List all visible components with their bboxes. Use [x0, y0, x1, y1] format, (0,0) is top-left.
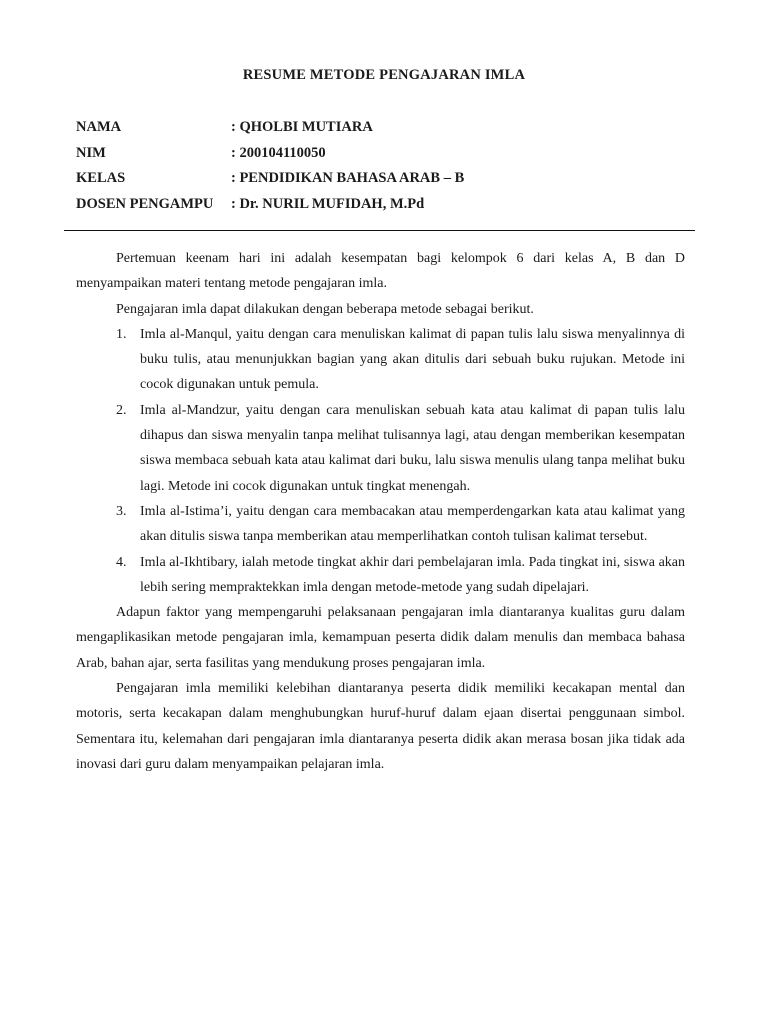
- meta-label: NAMA: [76, 119, 122, 135]
- list-text: Imla al-Istima’i, yaitu dengan cara membacakan atau memperdengarkan kata atau kalimat yang akan ditulis siswa tanpa memberikan atau memperlihatkan contoh tulisan kalimat tersebut.: [140, 503, 685, 545]
- identity-block: [76, 117, 696, 219]
- meta-row-kelas: [76, 168, 696, 194]
- list-number: 2.: [116, 402, 127, 418]
- header-divider: [64, 230, 695, 231]
- meta-row-nim: [76, 143, 696, 169]
- list-number: 4.: [116, 554, 127, 570]
- list-text: Imla al-Manqul, yaitu dengan cara menuliskan kalimat di papan tulis lalu siswa menyalinnya di buku tulis, atau menunjukkan bagian yang akan ditulis dari sebuah buku rujukan. Metode ini cocok digunakan untuk pemula.: [140, 326, 685, 393]
- meta-value: : QHOLBI MUTIARA: [231, 119, 373, 135]
- list-number: 3.: [116, 503, 127, 519]
- document-title: RESUME METODE PENGAJARAN IMLA: [242, 67, 526, 83]
- list-item: [76, 398, 685, 499]
- list-text: Imla al-Ikhtibary, ialah metode tingkat akhir dari pembelajaran imla. Pada tingkat ini, siswa akan lebih sering mempraktekkan imla dengan metode-metode yang sudah dipelajari.: [140, 554, 685, 595]
- meta-row-nama: [76, 117, 696, 143]
- paragraph-intro: Pertemuan keenam hari ini adalah kesempatan bagi kelompok 6 dari kelas A, B dan D menyampaikan materi tentang metode pengajaran imla.: [76, 251, 685, 292]
- list-text: Imla al-Mandzur, yaitu dengan cara menuliskan sebuah kata atau kalimat di papan tulis lalu dihapus dan siswa menyalin tanpa melihat tulisannya lagi, atau dengan memberikan kesempatan siswa membaca sebuah kata atau kalimat dari buku, lalu siswa menulis ulang tanpa melihat buku lagi. Metode ini cocok digunakan untuk tingkat menengah.: [140, 402, 685, 494]
- meta-value: : 200104110050: [231, 144, 326, 161]
- list-item: [76, 322, 685, 398]
- paragraph-methods-intro: Pengajaran imla dapat dilakukan dengan beberapa metode sebagai berikut.: [116, 301, 534, 317]
- list-number: 1.: [116, 326, 127, 342]
- list-item: [76, 499, 685, 550]
- meta-label: DOSEN PENGAMPU: [76, 195, 214, 212]
- document-body: [76, 246, 685, 777]
- meta-row-dosen: [76, 194, 696, 220]
- meta-label: KELAS: [76, 170, 126, 186]
- paragraph-pros-cons: Pengajaran imla memiliki kelebihan diantaranya peserta didik memiliki kecakapan mental dan motoris, serta kecakapan dalam menghubungkan huruf-huruf dalam ejaan disertai penggunaan simbol. Sementara itu, kelemahan dari pengajaran imla diantaranya peserta didik akan merasa bosan jika tidak ada inovasi dari guru dalam menyampaikan pelajaran imla.: [76, 681, 685, 772]
- meta-value: : Dr. NURIL MUFIDAH, M.Pd: [231, 195, 425, 212]
- paragraph-factors: Adapun faktor yang mempengaruhi pelaksanaan pengajaran imla diantaranya kualitas guru dalam mengaplikasikan metode pengajaran imla, kemampuan peserta didik dalam menulis dan membaca bahasa Arab, bahan ajar, serta fasilitas yang mendukung proses pengajaran imla.: [76, 605, 685, 671]
- methods-list: [76, 322, 685, 600]
- meta-value: : PENDIDIKAN BAHASA ARAB – B: [231, 170, 465, 186]
- meta-label: NIM: [76, 144, 106, 161]
- list-item: [76, 550, 685, 601]
